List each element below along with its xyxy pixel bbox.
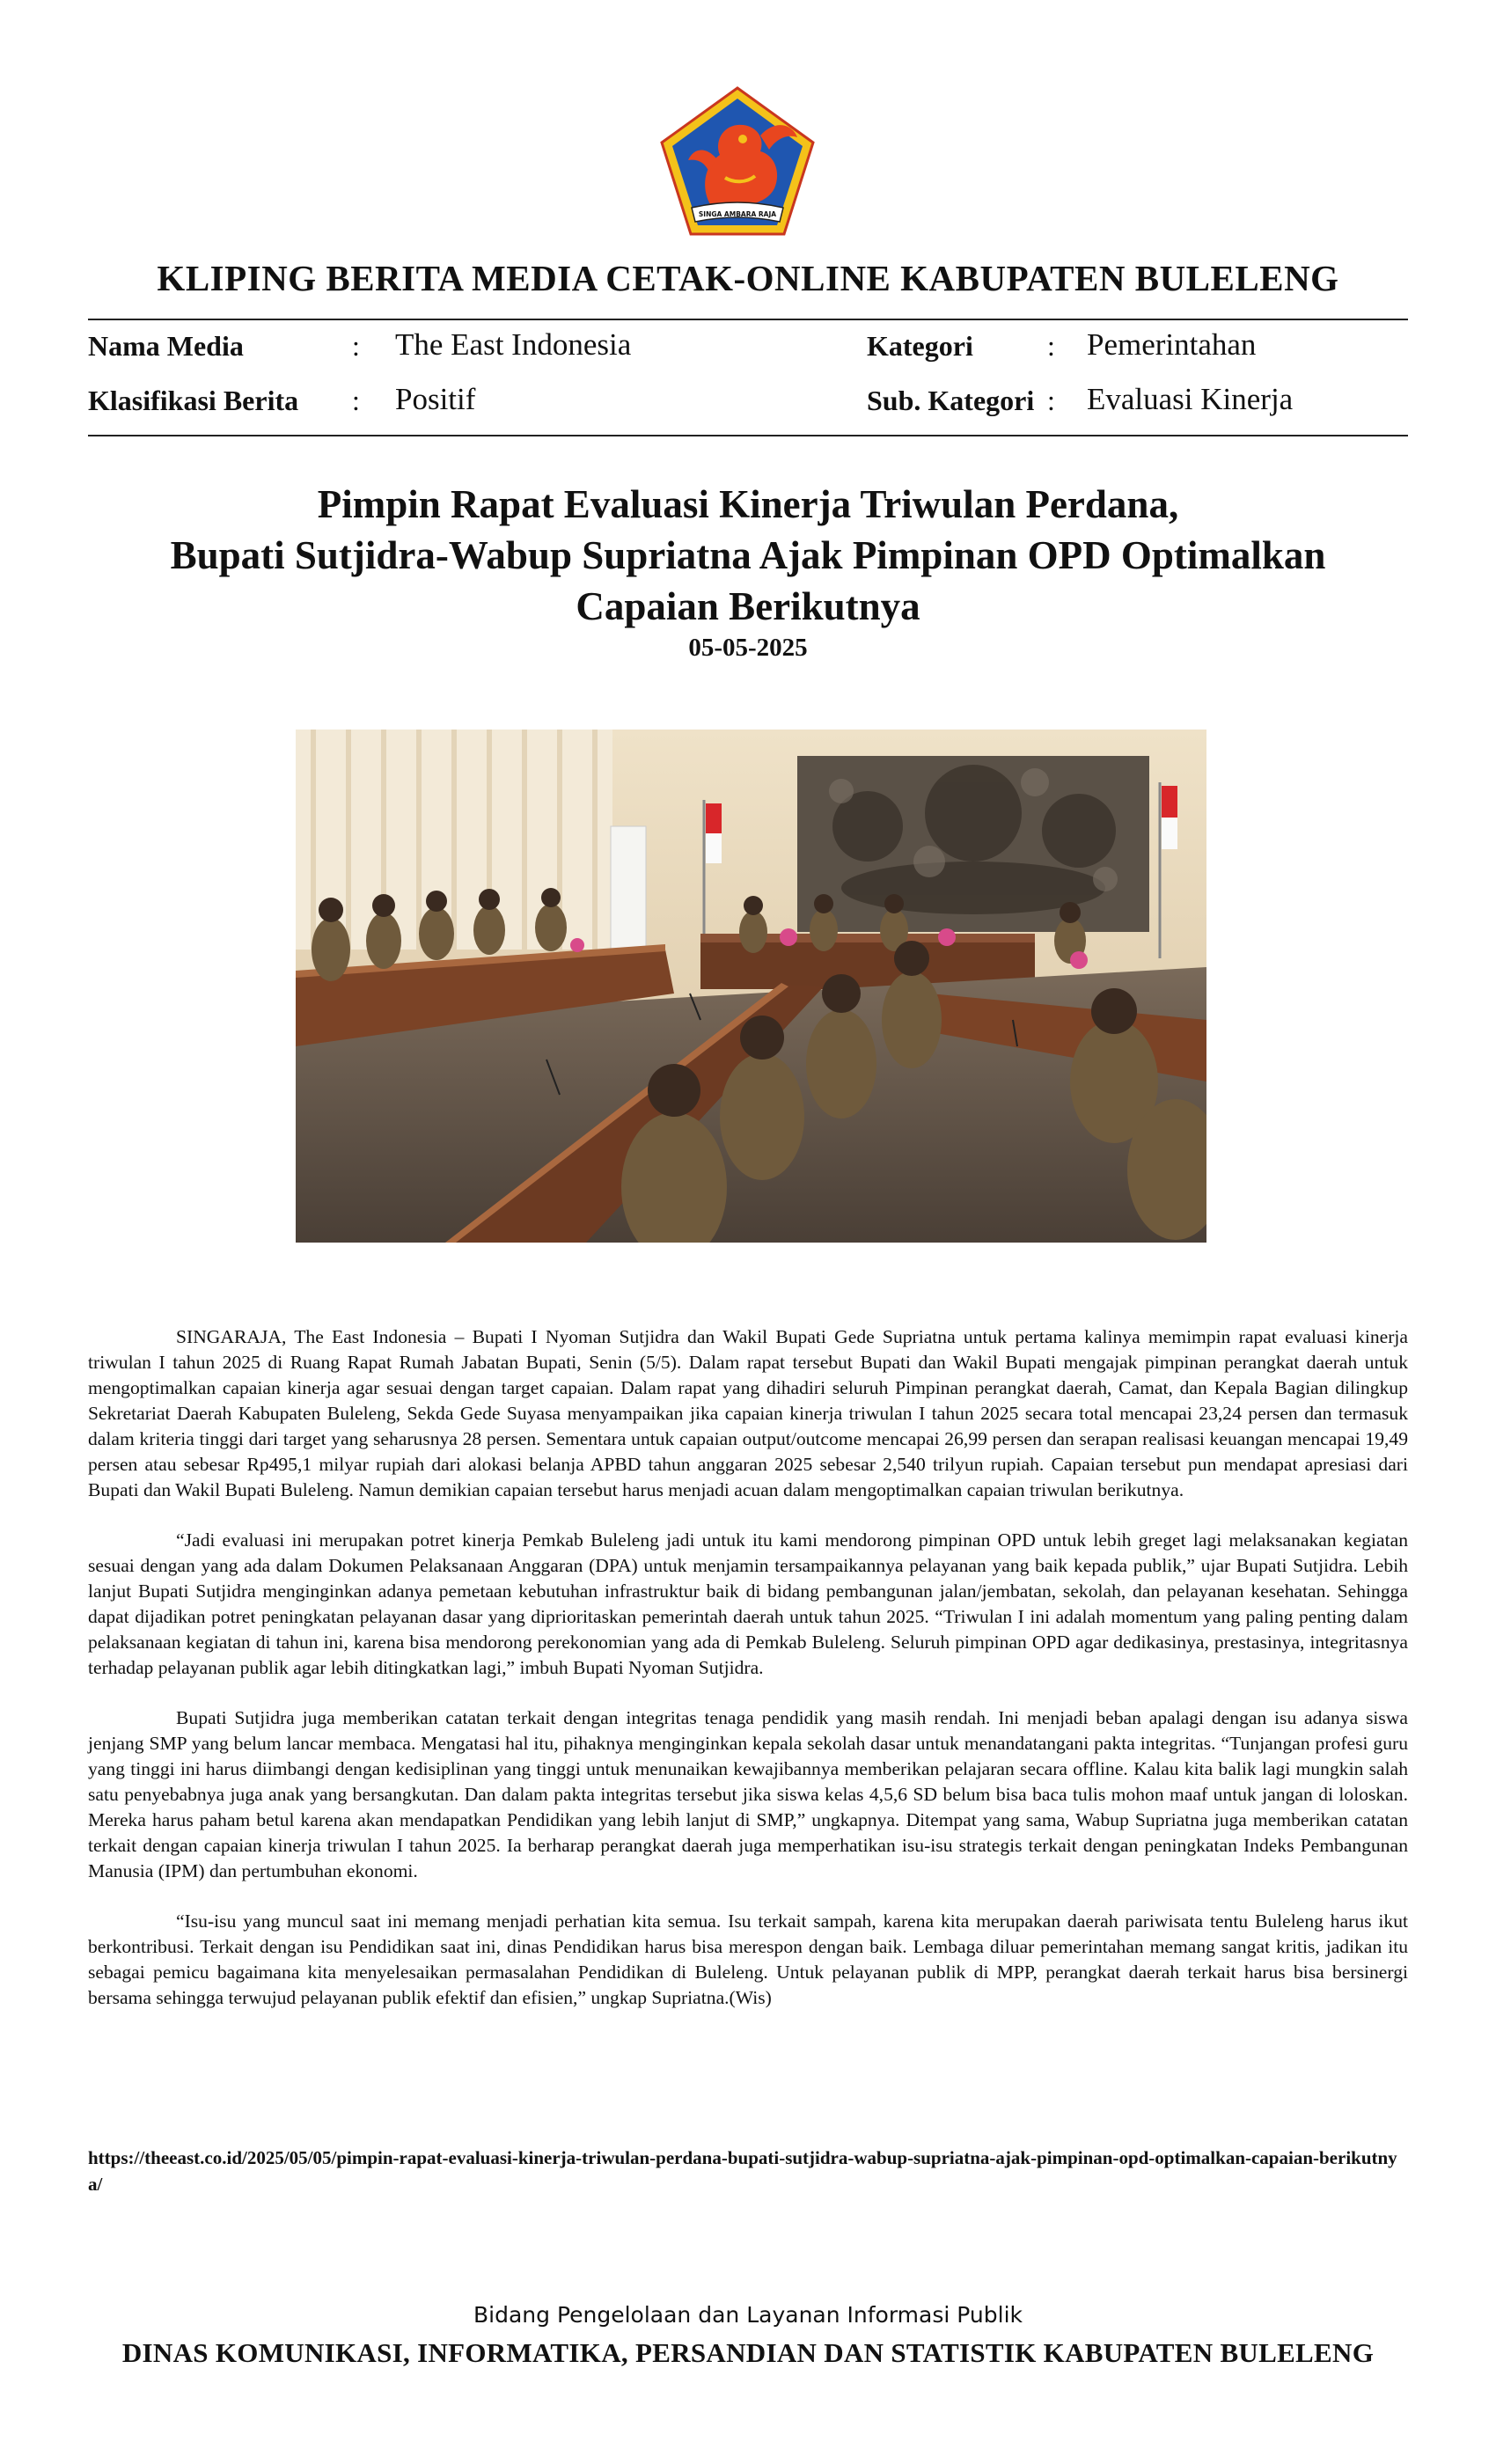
sub-kategori-label: Sub. Kategori (867, 385, 1035, 416)
article-paragraph-1: SINGARAJA, The East Indonesia – Bupati I Nyoman Sutjidra dan Wakil Bupati Gede Supriatna untuk pertama kalinya memimpin rapat evaluasi kinerja triwulan I tahun 2025 di Ruang Rapat Rumah Jabatan Bupati, Senin (5/5). Dalam rapat tersebut Bupati dan Wakil Bupati mengajak pimpinan perangkat daerah untuk mengoptimalkan capaian kinerja agar sesuai dengan target capaian. Dalam rapat yang dihadiri seluruh Pimpinan perangkat daerah, Camat, dan Kepala Bagian dilingkup Sekretariat Daerah Kabupaten Buleleng, Sekda Gede Suyasa menyampaikan jika capaian kinerja triwulan I tahun 2025 secara total mencapai 23,24 persen dan termasuk dalam kriteria tinggi dari target yang seharusnya 28 persen. Sementara untuk capaian output/outcome mencapai 26,99 persen dan serapan realisasi keuangan mencapai 19,49 persen atau sebesar Rp495,1 milyar rupiah dari alokasi belanja APBD tahun anggaran 2025 sebesar 2,540 trilyun rupiah. Capaian tersebut pun mendapat apresiasi dari Bupati dan Wakil Bupati Buleleng. Namun demikian capaian tersebut harus menjadi acuan dalam mengoptimalkan capaian triwulan berikutnya. (88, 1326, 1408, 1500)
kategori-colon: : (1047, 330, 1055, 362)
kategori-label: Kategori (867, 330, 973, 362)
buleleng-crest-logo (658, 84, 817, 239)
klasifikasi-colon: : (352, 385, 360, 416)
article-headline (88, 479, 1408, 632)
headline-line-2: Bupati Sutjidra-Wabup Supriatna Ajak Pimpinan OPD Optimalkan (170, 533, 1326, 577)
source-url[interactable]: https://theeast.co.id/2025/05/05/pimpin-rapat-evaluasi-kinerja-triwulan-perdana-bupati-sutjidra-wabup-supriatna-ajak-pimpinan-opd-optimalkan-capaian-berikutnya/ (88, 2147, 1397, 2195)
article-body (88, 1324, 1408, 2035)
article-paragraph-4: “Isu-isu yang muncul saat ini memang menjadi perhatian kita semua. Isu terkait sampah, karena kita merupakan daerah pariwisata tentu Buleleng harus ikut berkontribusi. Terkait dengan isu Pendidikan saat ini, dinas Pendidikan harus bisa merespon dengan baik. Lembaga diluar pemerintahan memang sangat kritis, jadikan itu sebagai pemicu bagaimana kita menyelesaikan permasalahan Pendidikan di Buleleng. Untuk pelayanan publik di MPP, perangkat daerah terkait harus bisa bersinergi bersama sehingga terwujud pelayanan publik efektif dan efisien,” ungkap Supriatna.(Wis) (88, 1910, 1408, 2008)
sub-kategori-value: Evaluasi Kinerja (1087, 382, 1294, 416)
nama-media-colon: : (352, 330, 360, 362)
crest-motto: SINGA AMBARA RAJA (698, 210, 777, 218)
article-paragraph-2: “Jadi evaluasi ini merupakan potret kinerja Pemkab Buleleng jadi untuk itu kami mendorong pimpinan OPD untuk lebih greget lagi melaksanakan kegiatan sesuai dengan yang ada dalam Dokumen Pelaksanaan Anggaran (DPA) untuk menjamin tersampaikannya pelayanan yang baik kepada publik,” ujar Bupati Sutjidra. Lebih lanjut Bupati Sutjidra menginginkan adanya pemetaan kebutuhan infrastruktur baik di bidang pembangunan jalan/jembatan, sekolah, dan pelayanan kesehatan. Sehingga dapat dijadikan potret peningkatan pelayanan dasar yang diprioritaskan pemerintah daerah untuk tahun 2025. “Triwulan I ini adalah momentum yang paling penting dalam pelaksanaan kegiatan di tahun ini, karena bisa mendorong perekonomian yang ada di Pemkab Buleleng. Seluruh pimpinan OPD agar dedikasinya, prestasinya, integritasnya terhadap pelayanan publik agar lebih ditingkatkan lagi,” imbuh Bupati Nyoman Sutjidra. (88, 1529, 1408, 1678)
article-paragraph-3: Bupati Sutjidra juga memberikan catatan terkait dengan integritas tenaga pendidik yang masih rendah. Ini menjadi beban apalagi dengan isu adanya siswa jenjang SMP yang belum lancar membaca. Mengatasi hal itu, pihaknya menginginkan kepala sekolah dasar untuk menandatangani pakta integritas. “Tunjangan profesi guru yang tinggi ini harus diimbangi dengan kedisiplinan yang tinggi untuk menunaikan kewajibannya memberikan pelajaran secara offline. Kalau kita balik lagi mungkin salah satu penyebabnya juga anak yang bersangkutan. Dan dalam pakta integritas tersebut jika siswa kelas 4,5,6 SD belum bisa baca tulis mohon maaf untuk jangan di loloskan. Mereka harus paham betul karena akan mendapatkan Pendidikan yang lebih lanjut di SMP,” ungkapnya. Ditempat yang sama, Wabup Supriatna juga memberikan catatan terkait dengan capaian kinerja triwulan I tahun 2025. Ia berharap perangkat daerah juga memperhatikan isu-isu strategis terkait dengan peningkatan Indeks Pembangunan Manusia (IPM) dan pertumbuhan ekonomi. (88, 1707, 1408, 1881)
klasifikasi-label: Klasifikasi Berita (88, 385, 299, 416)
kategori-value: Pemerintahan (1087, 327, 1257, 362)
bottom-divider (88, 435, 1408, 436)
footer-division: Bidang Pengelolaan dan Layanan Informasi Publik (473, 2302, 1023, 2328)
klasifikasi-value: Positif (395, 382, 476, 416)
article-date: 05-05-2025 (688, 634, 808, 662)
top-divider (88, 319, 1408, 320)
nama-media-value: The East Indonesia (395, 327, 632, 362)
sub-kategori-colon: : (1047, 385, 1055, 416)
meeting-photo (296, 730, 1206, 1243)
nama-media-label: Nama Media (88, 330, 244, 362)
headline-line-3: Capaian Berikutnya (576, 584, 920, 628)
kliping-title: KLIPING BERITA MEDIA CETAK-ONLINE KABUPATEN BULELENG (157, 258, 1339, 298)
footer-agency: DINAS KOMUNIKASI, INFORMATIKA, PERSANDIAN DAN STATISTIK KABUPATEN BULELENG (121, 2337, 1375, 2368)
headline-line-1: Pimpin Rapat Evaluasi Kinerja Triwulan Perdana, (317, 482, 1179, 526)
